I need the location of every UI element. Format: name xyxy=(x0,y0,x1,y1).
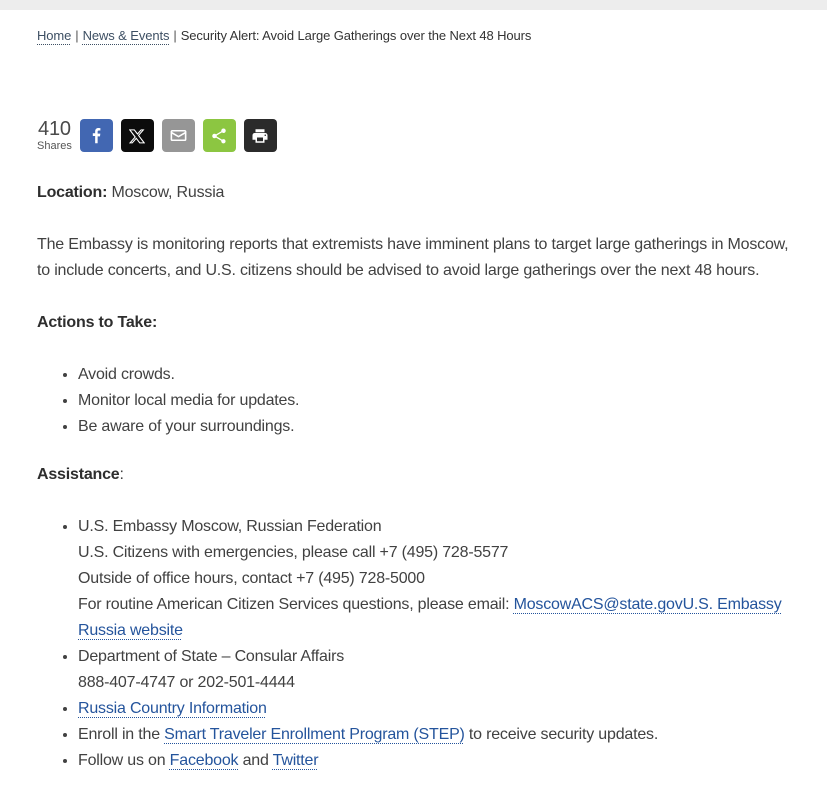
list-item-department-of-state xyxy=(78,644,793,696)
russia-country-information-link[interactable]: Russia Country Information xyxy=(78,700,267,717)
after-hours-phone-line: Outside of office hours, contact +7 (495) 728-5000 xyxy=(78,570,425,587)
email-icon xyxy=(169,126,188,145)
share-more-button[interactable] xyxy=(203,119,236,152)
share-count-number: 410 xyxy=(38,118,71,140)
facebook-icon xyxy=(88,127,105,144)
breadcrumb xyxy=(37,27,793,44)
x-twitter-icon xyxy=(129,128,145,144)
share-icon xyxy=(210,127,228,145)
top-divider-bar xyxy=(0,0,827,10)
routine-email-line xyxy=(78,592,793,644)
breadcrumb-link-news-events[interactable]: News & Events xyxy=(82,28,170,43)
location-line xyxy=(37,180,793,206)
list-item-follow xyxy=(78,748,793,774)
facebook-follow-link[interactable]: Facebook xyxy=(169,752,239,769)
emergency-phone-line: U.S. Citizens with emergencies, please call +7 (495) 728-5577 xyxy=(78,544,509,561)
assistance-heading: Assistance: xyxy=(37,466,124,483)
email-share-button[interactable] xyxy=(162,119,195,152)
facebook-share-button[interactable] xyxy=(80,119,113,152)
print-icon xyxy=(251,127,269,145)
article-body xyxy=(37,180,793,774)
follow-prefix: Follow us on xyxy=(78,752,170,769)
step-prefix: Enroll in the xyxy=(78,726,165,743)
step-suffix: to receive security updates. xyxy=(464,726,659,743)
share-count-label: Shares xyxy=(37,140,72,152)
print-button[interactable] xyxy=(244,119,277,152)
list-item-embassy xyxy=(78,514,793,644)
dos-phones: 888-407-4747 or 202-501-4444 xyxy=(78,674,295,691)
actions-heading: Actions to Take: xyxy=(37,314,158,331)
share-toolbar xyxy=(37,119,793,152)
embassy-russia-website-link[interactable]: U.S. Embassy Russia website xyxy=(78,596,782,639)
breadcrumb-separator: | xyxy=(75,28,79,43)
list-item-step xyxy=(78,722,793,748)
dos-name: • Department of State – Consular Affairs xyxy=(78,648,345,665)
alert-summary-paragraph: The Embassy is monitoring reports that extremists have imminent plans to target large gatherings in Moscow, to include concerts, and U.S. citizens should be advised to avoid large gatherings over the next 48 hours. xyxy=(37,236,789,279)
location-label: Location: xyxy=(37,184,108,201)
follow-middle: and xyxy=(238,752,273,769)
list-item: • Avoid crowds. xyxy=(78,362,793,388)
step-program-link[interactable]: Smart Traveler Enrollment Program (STEP) xyxy=(164,726,465,743)
breadcrumb-separator: | xyxy=(173,28,177,43)
moscow-acs-email-link[interactable]: MoscowACS@state.gov xyxy=(513,596,683,613)
actions-list xyxy=(37,362,793,440)
share-count xyxy=(37,119,72,152)
embassy-name: • U.S. Embassy Moscow, Russian Federation xyxy=(78,518,382,535)
list-item-russia-info xyxy=(78,696,793,722)
breadcrumb-link-home[interactable]: Home xyxy=(37,28,72,43)
list-item: • Be aware of your surroundings. xyxy=(78,414,793,440)
assistance-list xyxy=(37,514,793,774)
twitter-follow-link[interactable]: Twitter xyxy=(272,752,319,769)
breadcrumb-current-page: Security Alert: Avoid Large Gatherings over the Next 48 Hours xyxy=(180,28,532,43)
x-twitter-share-button[interactable] xyxy=(121,119,154,152)
routine-email-prefix: For routine American Citizen Services questions, please email: xyxy=(78,596,514,613)
location-value: Moscow, Russia xyxy=(107,184,225,201)
list-item: • Monitor local media for updates. xyxy=(78,388,793,414)
